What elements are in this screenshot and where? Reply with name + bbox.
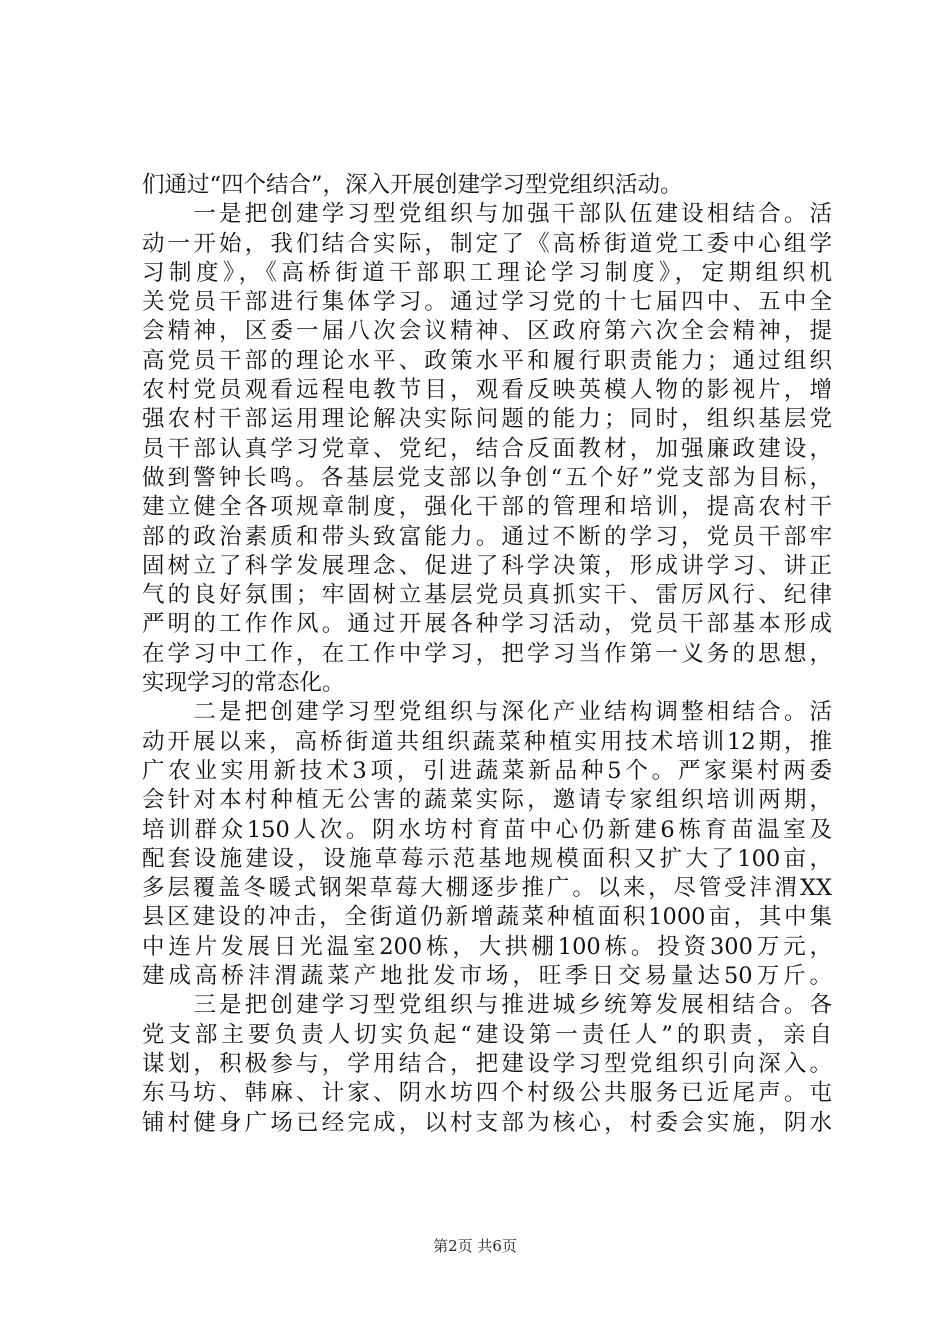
text-line: 习制度》，《高桥街道干部职工理论学习制度》，定期组织机 [142, 259, 832, 286]
text-line: 动开展以来，高桥街道共组织蔬菜种植实用技术培训12期，推 [142, 728, 832, 755]
text-line: 建立健全各项规章制度，强化干部的管理和培训，提高农村干 [142, 494, 832, 521]
text-line: 广农业实用新技术3项，引进蔬菜新品种5个。严家渠村两委 [142, 757, 832, 784]
text-line: 谋划，积极参与，学用结合，把建设学习型党组织引向深入。 [142, 1050, 832, 1077]
text-line: 实现学习的常态化。 [142, 670, 345, 697]
text-line: 培训群众150人次。阴水坊村育苗中心仍新建6栋育苗温室及 [142, 816, 832, 843]
text-line: 党支部主要负责人切实负起“建设第一责任人”的职责，亲自 [142, 1021, 832, 1048]
text-line: 铺村健身广场已经完成，以村支部为核心，村委会实施，阴水 [142, 1109, 832, 1136]
text-line: 做到警钟长鸣。各基层党支部以争创“五个好”党支部为目标， [142, 464, 832, 491]
text-line: 会针对本村种植无公害的蔬菜实际，邀请专家组织培训两期， [142, 787, 832, 814]
text-line: 员干部认真学习党章、党纪，结合反面教材，加强廉政建设， [142, 435, 832, 462]
page-number-footer: 第2页 共6页 [433, 1237, 517, 1255]
text-line: 配套设施建设，设施草莓示范基地规模面积又扩大了100亩， [142, 845, 832, 872]
text-line: 多层覆盖冬暖式钢架草莓大棚逐步推广。以来，尽管受沣渭XX [142, 875, 832, 902]
text-line: 一是把创建学习型党组织与加强干部队伍建设相结合。活 [142, 201, 832, 228]
text-line: 部的政治素质和带头致富能力。通过不断的学习，党员干部牢 [142, 523, 832, 550]
text-line: 二是把创建学习型党组织与深化产业结构调整相结合。活 [142, 699, 832, 726]
document-body [142, 171, 832, 1138]
text-line: 中连片发展日光温室200栋，大拱棚100栋。投资300万元， [142, 933, 832, 960]
text-line: 县区建设的冲击，全街道仍新增蔬菜种植面积1000亩，其中集 [142, 904, 832, 931]
text-line: 会精神，区委一届八次会议精神、区政府第六次全会精神，提 [142, 318, 832, 345]
text-line: 们通过“四个结合”，深入开展创建学习型党组织活动。 [142, 172, 683, 198]
text-line: 三是把创建学习型党组织与推进城乡统筹发展相结合。各 [142, 992, 832, 1019]
text-line: 强农村干部运用理论解决实际问题的能力；同时，组织基层党 [142, 406, 832, 433]
text-line: 建成高桥沣渭蔬菜产地批发市场，旺季日交易量达50万斤。 [142, 963, 832, 990]
text-line: 严明的工作作风。通过开展各种学习活动，党员干部基本形成 [142, 611, 832, 638]
text-line: 动一开始，我们结合实际，制定了《高桥街道党工委中心组学 [142, 230, 832, 257]
text-line: 在学习中工作，在工作中学习，把学习当作第一义务的思想， [142, 640, 832, 667]
text-line: 东马坊、韩麻、计家、阴水坊四个村级公共服务已近尾声。屯 [142, 1080, 832, 1107]
text-line: 气的良好氛围；牢固树立基层党员真抓实干、雷厉风行、纪律 [142, 582, 832, 609]
text-line: 农村党员观看远程电教节目，观看反映英模人物的影视片，增 [142, 377, 832, 404]
text-line: 高党员干部的理论水平、政策水平和履行职责能力；通过组织 [142, 347, 832, 374]
text-line: 关党员干部进行集体学习。通过学习党的十七届四中、五中全 [142, 289, 832, 316]
text-line: 固树立了科学发展理念、促进了科学决策，形成讲学习、讲正 [142, 552, 832, 579]
